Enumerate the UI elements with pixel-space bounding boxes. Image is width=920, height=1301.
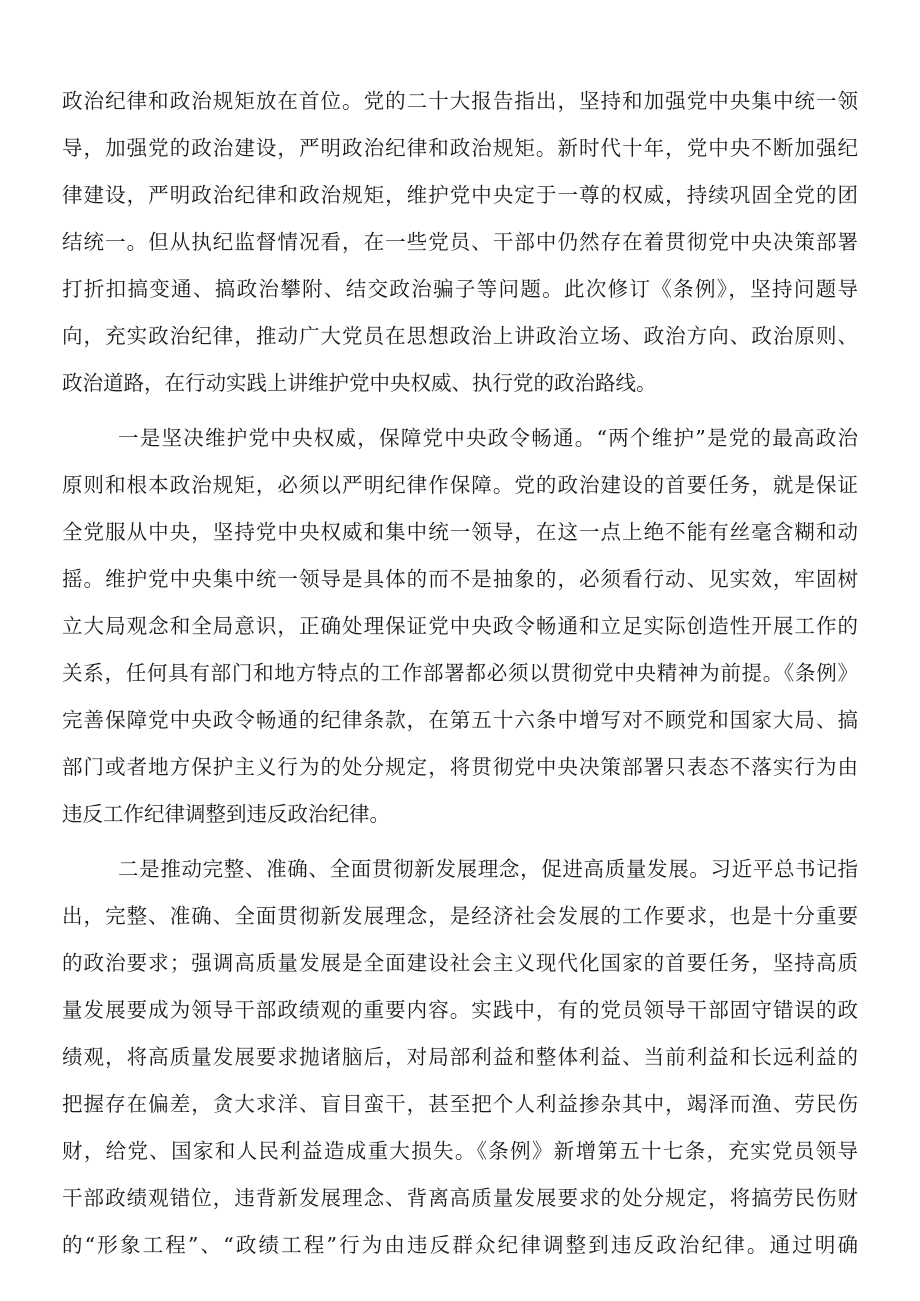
text-line: 向，充实政治纪律，推动广大党员在思想政治上讲政治立场、政治方向、政治原则、 — [62, 324, 858, 348]
text-line: 打折扣搞变通、搞政治攀附、结交政治骗子等问题。此次修订《条例》，坚持问题导 — [62, 277, 858, 301]
text-line: 关系，任何具有部门和地方特点的工作部署都必须以贯彻党中央精神为前提。《条例》 — [62, 661, 858, 685]
text-line: 立大局观念和全局意识，正确处理保证党中央政令畅通和立足实际创造性开展工作的 — [62, 614, 858, 638]
text-line: 导，加强党的政治建设，严明政治纪律和政治规矩。新时代十年，党中央不断加强纪 — [62, 136, 858, 160]
text-line: 一是坚决维护党中央权威，保障党中央政令畅通。“两个维护”是党的最高政治 — [118, 426, 858, 450]
text-line: 政治道路，在行动实践上讲维护党中央权威、执行党的政治路线。 — [62, 371, 657, 395]
text-line: 的“形象工程”、“政绩工程”行为由违反群众纪律调整到违反政治纪律。通过明确 — [62, 1233, 858, 1257]
text-line: 政治纪律和政治规矩放在首位。党的二十大报告指出，坚持和加强党中央集中统一领 — [62, 89, 858, 113]
text-line: 原则和根本政治规矩，必须以严明纪律作保障。党的政治建设的首要任务，就是保证 — [62, 473, 858, 497]
text-line: 完善保障党中央政令畅通的纪律条款，在第五十六条中增写对不顾党和国家大局、搞 — [62, 708, 858, 732]
text-line: 结统一。但从执纪监督情况看，在一些党员、干部中仍然存在着贯彻党中央决策部署 — [62, 230, 858, 254]
text-line: 违反工作纪律调整到违反政治纪律。 — [62, 802, 390, 826]
text-line: 干部政绩观错位，违背新发展理念、背离高质量发展要求的处分规定，将搞劳民伤财 — [62, 1186, 858, 1210]
text-line: 二是推动完整、准确、全面贯彻新发展理念，促进高质量发展。习近平总书记指 — [118, 857, 858, 881]
text-line: 把握存在偏差，贪大求洋、盲目蛮干，甚至把个人利益掺杂其中，竭泽而渔、劳民伤 — [62, 1092, 858, 1116]
text-line: 部门或者地方保护主义行为的处分规定，将贯彻党中央决策部署只表态不落实行为由 — [62, 755, 858, 779]
text-line: 摇。维护党中央集中统一领导是具体的而不是抽象的，必须看行动、见实效，牢固树 — [62, 567, 858, 591]
text-line: 律建设，严明政治纪律和政治规矩，维护党中央定于一尊的权威，持续巩固全党的团 — [62, 183, 858, 207]
text-line: 绩观，将高质量发展要求抛诸脑后，对局部利益和整体利益、当前利益和长远利益的 — [62, 1045, 858, 1069]
text-line: 出，完整、准确、全面贯彻新发展理念，是经济社会发展的工作要求，也是十分重要 — [62, 904, 858, 928]
text-line: 全党服从中央，坚持党中央权威和集中统一领导，在这一点上绝不能有丝毫含糊和动 — [62, 520, 858, 544]
text-line: 的政治要求；强调高质量发展是全面建设社会主义现代化国家的首要任务，坚持高质 — [62, 951, 858, 975]
text-line: 财，给党、国家和人民利益造成重大损失。《条例》新增第五十七条，充实党员领导 — [62, 1139, 858, 1163]
text-line: 量发展要成为领导干部政绩观的重要内容。实践中，有的党员领导干部固守错误的政 — [62, 998, 858, 1022]
